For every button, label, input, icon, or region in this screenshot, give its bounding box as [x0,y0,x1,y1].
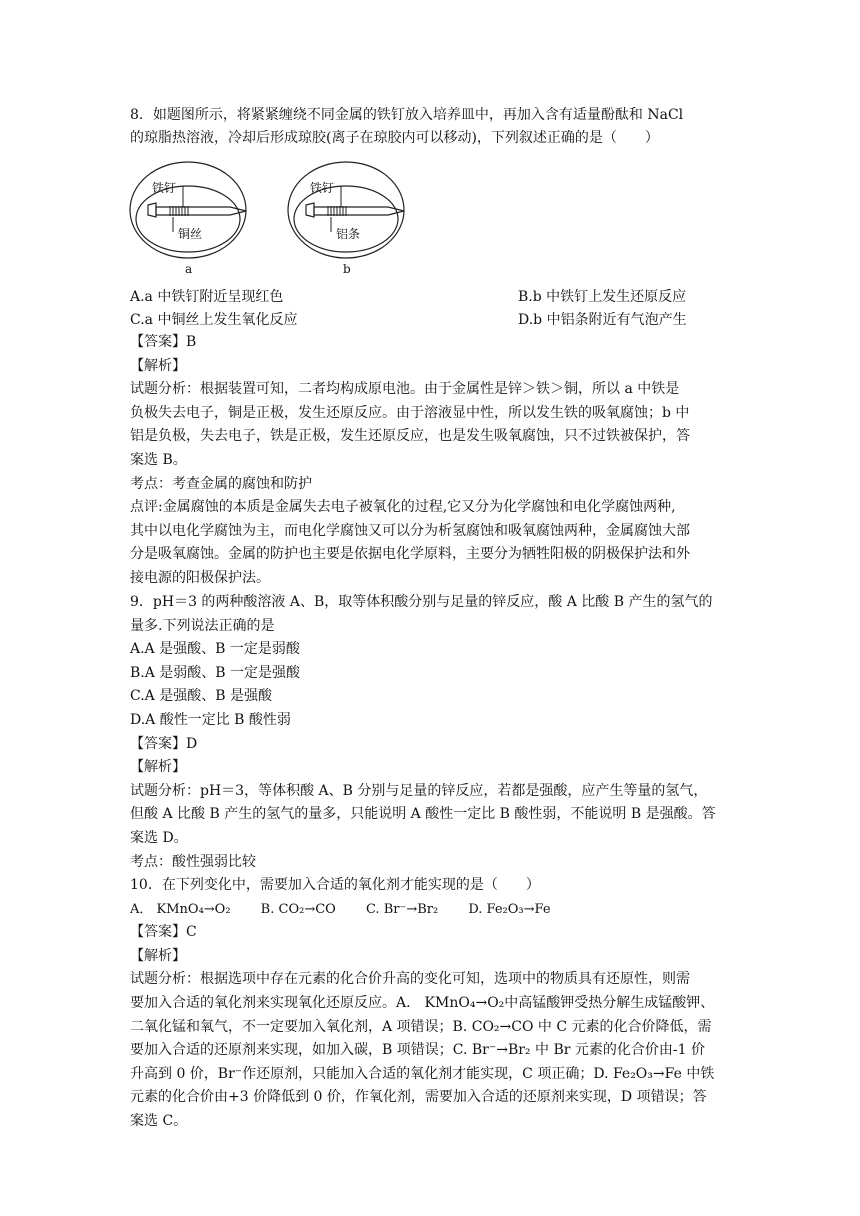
q8-analysis-heading: 【解析】 [130,357,186,374]
q8-analysis-line-4: 案选 B。 [130,451,187,468]
q10-options: A． KMnO₄→O₂ B. CO₂→CO C. Br⁻→Br₂ D. Fe₂O₃→Fe [130,901,551,917]
q9-analysis-heading: 【解析】 [130,759,186,776]
q9-analysis-line-2: 但酸 A 比酸 B 产生的氢气的量多，只能说明 A 酸性一定比 B 酸性弱，不能说明 B 是强酸。答 [130,806,716,823]
q8-answer-block [130,331,730,591]
q10-analysis-heading: 【解析】 [130,947,186,964]
q8-stem-line-2: 的琼脂热溶液，冷却后形成琼胶(离子在琼胶内可以移动)，下列叙述正确的是（ ） [130,130,659,146]
q8-option-c: C.a 中铜丝上发生氧化反应 [130,312,298,328]
q10-analysis-line-6: 元素的化合价由+3 价降低到 0 价，作氧化剂，需要加入合适的还原剂来实现，D 项错误；答 [130,1089,707,1106]
question-8-stem [130,104,730,150]
q10-analysis-line-2: 要加入合适的氧化剂来实现氧化还原反应。A． KMnO₄→O₂中高锰酸钾受热分解生成锰酸钾、 [130,994,715,1011]
q10-analysis-line-5: 升高到 0 价，Br⁻作还原剂，只能加入合适的氧化剂才能实现，C 项正确；D. Fe₂O₃→Fe 中铁 [130,1065,715,1082]
label-b-wire: 铝条 [336,227,361,241]
q10-analysis-line-3: 二氧化锰和氧气，不一定要加入氧化剂，A 项错误；B. CO₂→CO 中 C 元素的化合价降低，需 [130,1018,712,1035]
q8-dianping-line-1: 点评:金属腐蚀的本质是金属失去电子被氧化的过程,它又分为化学腐蚀和电化学腐蚀两种, [130,499,676,516]
q8-option-a: A.a 中铁钉附近呈现红色 [130,289,284,305]
caption-a: a [185,262,193,276]
q10-analysis-line-4: 要加入合适的还原剂来实现，如加入碳，B 项错误；C. Br⁻→Br₂ 中 Br 元素的化合价由-1 价 [130,1042,705,1059]
label-a-wire: 铜丝 [178,227,203,241]
label-a-nail: 铁钉 [152,181,177,195]
caption-b: b [343,262,351,276]
q9-option-a: A.A 是强酸、B 一定是弱酸 [130,641,300,658]
question-9 [130,591,730,874]
q8-option-d: D.b 中铝条附近有气泡产生 [518,312,687,328]
q10-answer: 【答案】C [130,924,197,941]
label-b-nail: 铁钉 [310,181,335,195]
q9-option-b: B.A 是弱酸、B 一定是强酸 [130,664,301,681]
q9-stem-line-2: 量多.下列说法正确的是 [130,617,275,634]
q10-analysis-line-1: 试题分析：根据选项中存在元素的化合价升高的变化可知，选项中的物质具有还原性，则需 [130,971,690,988]
petri-dish-b [288,162,404,258]
q9-option-d: D.A 酸性一定比 B 酸性弱 [130,711,291,728]
q9-kaodian: 考点：酸性强弱比较 [130,853,256,870]
q8-dianping-line-3: 分是吸氧腐蚀。金属的防护也主要是依据电化学原料，主要分为牺牲阳极的阴极保护法和外 [130,546,690,563]
q8-kaodian: 考点：考查金属的腐蚀和防护 [130,475,312,492]
q8-analysis-line-3: 铝是负极，失去电子，铁是正极，发生还原反应，也是发生吸氧腐蚀，只不过铁被保护，答 [130,428,690,445]
q8-analysis-line-1: 试题分析：根据装置可知，二者均构成原电池。由于金属性是锌＞铁＞铜，所以 a 中铁是 [130,381,680,398]
question-10 [130,874,730,1134]
q8-answer: 【答案】B [130,334,197,350]
q8-figure [128,156,428,280]
q8-dianping-line-4: 接电源的阳极保护法。 [130,569,270,586]
q9-stem-line-1: 9．pH＝3 的两种酸溶液 A、B，取等体积酸分别与足量的锌反应，酸 A 比酸 B 产生的氢气的 [130,594,713,610]
q9-analysis-line-1: 试题分析：pH＝3，等体积酸 A、B 分别与足量的锌反应，若都是强酸，应产生等量的氢气， [130,782,708,799]
q8-option-b: B.b 中铁钉上发生还原反应 [518,289,687,305]
q9-option-c: C.A 是强酸、B 是强酸 [130,688,272,705]
q10-analysis-line-7: 案选 C。 [130,1112,188,1129]
q9-answer: 【答案】D [130,735,198,752]
q8-analysis-line-2: 负极失去电子，铜是正极，发生还原反应。由于溶液显中性，所以发生铁的吸氧腐蚀；b 中 [130,404,690,421]
q8-dianping-line-2: 其中以电化学腐蚀为主，而电化学腐蚀又可以分为析氢腐蚀和吸氧腐蚀两种，金属腐蚀大部 [130,522,690,539]
q8-stem-line-1: 8．如题图所示，将紧紧缠绕不同金属的铁钉放入培养皿中，再加入含有适量酚酞和 NaCl [130,107,684,123]
q10-stem: 10．在下列变化中，需要加入合适的氧化剂才能实现的是（ ） [130,877,540,893]
q9-analysis-line-3: 案选 D。 [130,829,188,846]
petri-dish-a [130,162,246,258]
